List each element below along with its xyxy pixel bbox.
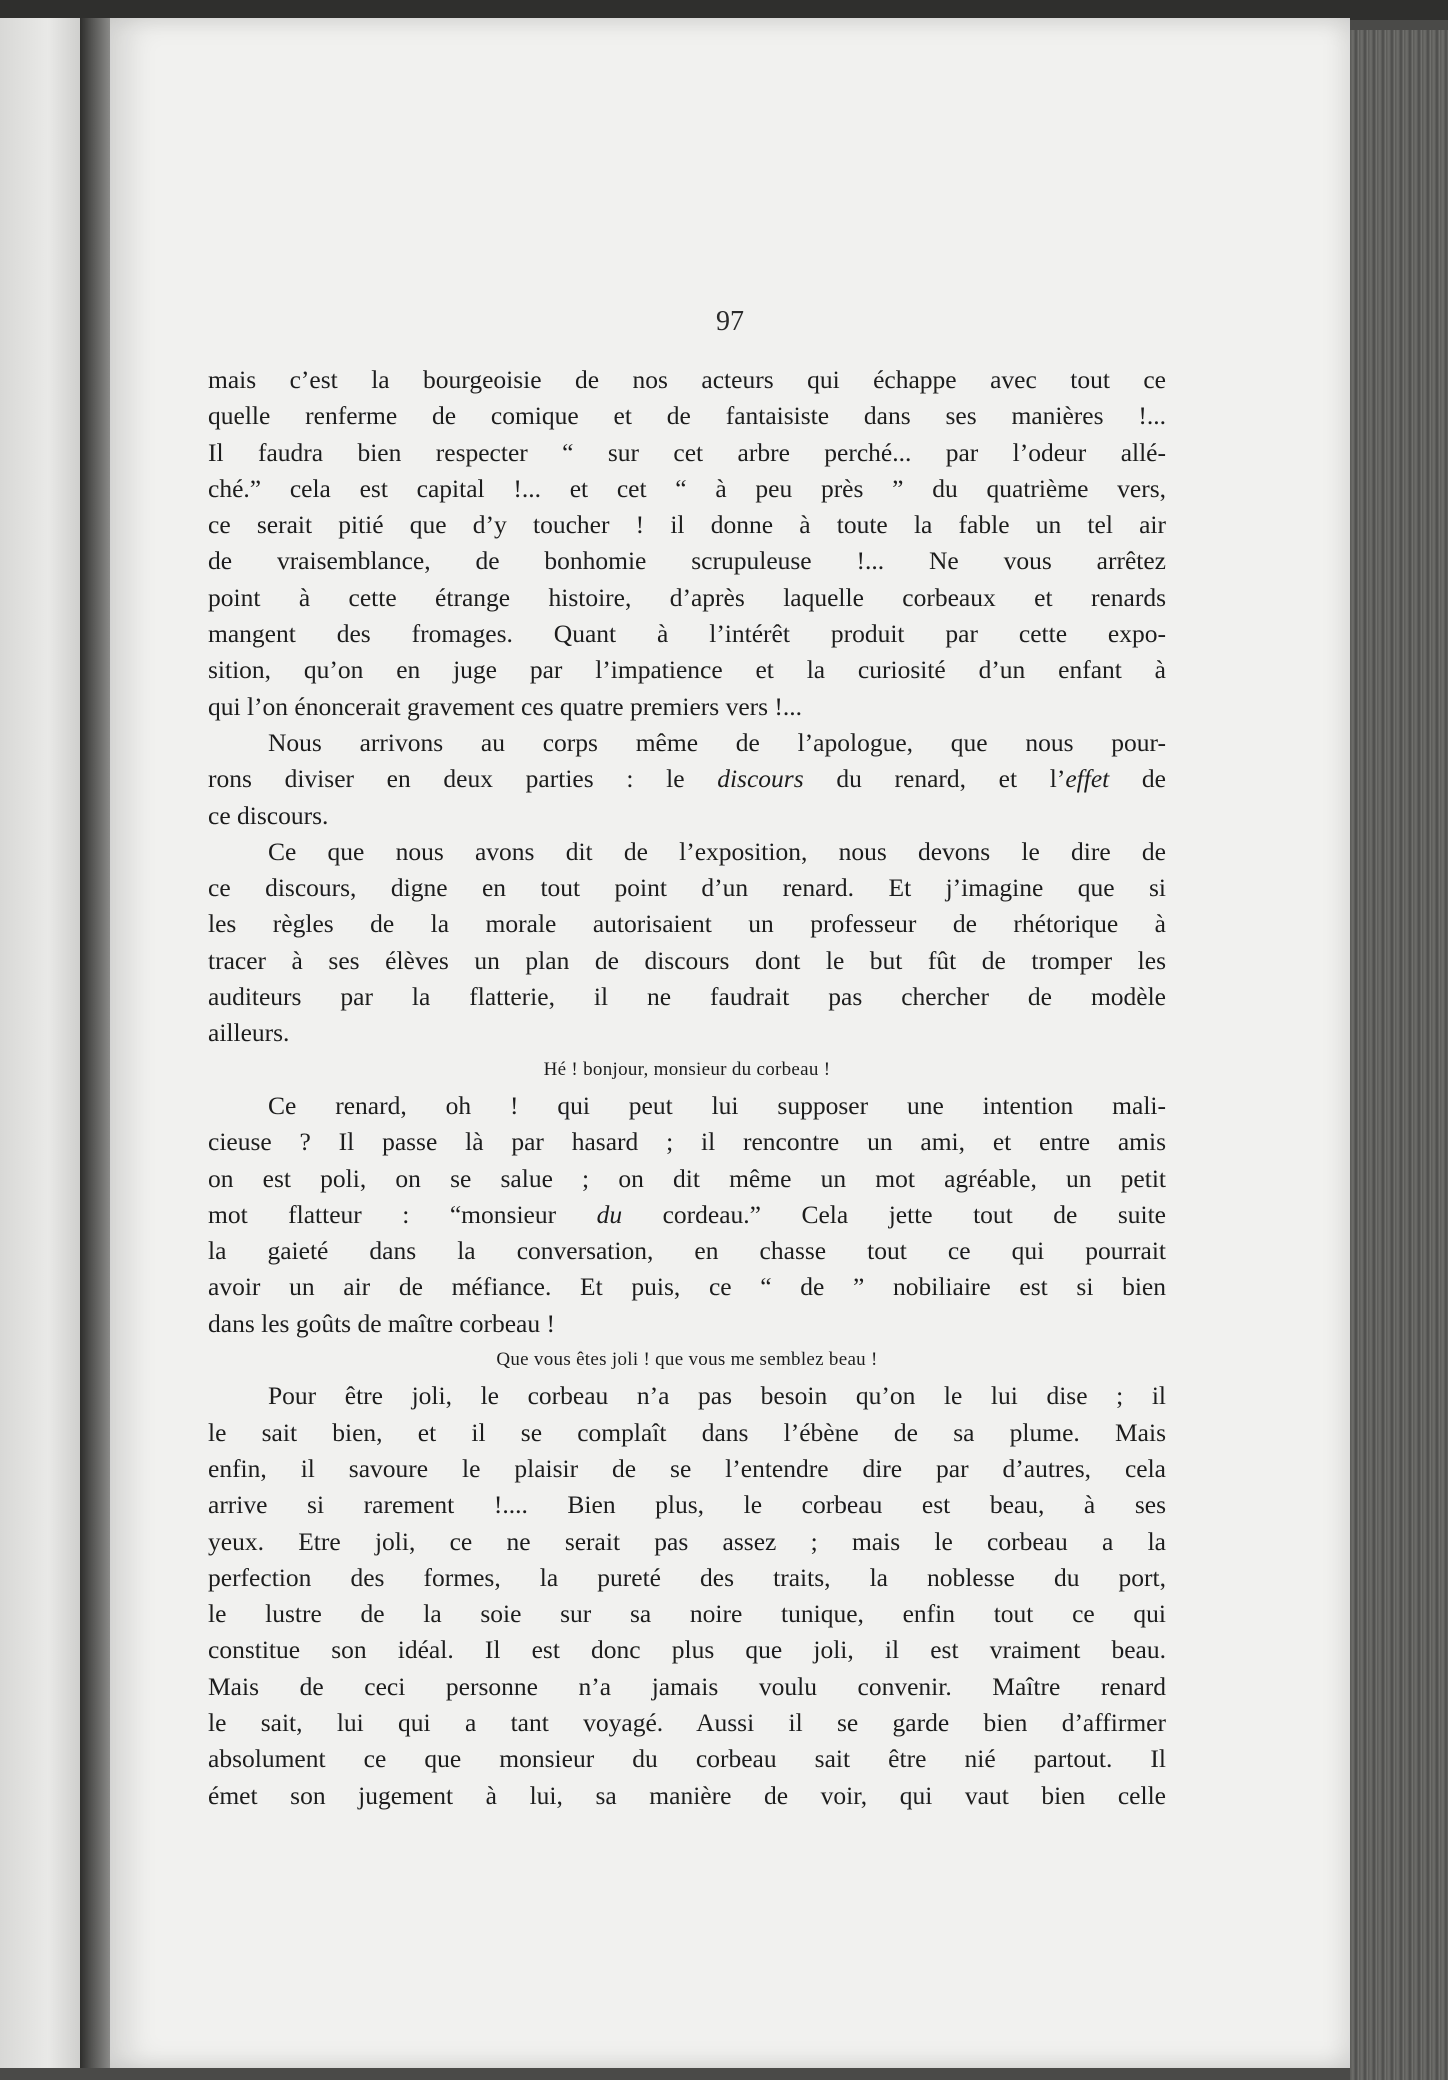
text-line: quelle renferme de comique et de fantaisiste dans ses manières !... bbox=[208, 401, 1166, 431]
text-line: le sait bien, et il se complaît dans l’ébène de sa plume. Mais bbox=[208, 1417, 1166, 1447]
text-line: la gaieté dans la conversation, en chasse tout ce qui pourrait bbox=[208, 1236, 1166, 1266]
text-line: arrive si rarement !.... Bien plus, le corbeau est beau, à ses bbox=[208, 1490, 1166, 1520]
italic-word: du bbox=[596, 1199, 623, 1229]
page-number: 97 bbox=[716, 306, 744, 337]
text-line bbox=[208, 761, 1166, 797]
text-line: absolument ce que monsieur du corbeau sait être nié partout. Il bbox=[208, 1744, 1166, 1774]
text-run: cordeau.” Cela jette tout de suite bbox=[622, 1199, 1166, 1229]
text-line: enfin, il savoure le plaisir de se l’entendre dire par d’autres, cela bbox=[208, 1453, 1166, 1483]
text-line: Pour être joli, le corbeau n’a pas besoin qu’on le lui dise ; il bbox=[268, 1381, 1166, 1411]
scan-top-edge bbox=[0, 0, 1448, 20]
text-line: point à cette étrange histoire, d’après laquelle corbeaux et renards bbox=[208, 582, 1166, 612]
text-line: Ce que nous avons dit de l’exposition, nous devons le dire de bbox=[268, 836, 1166, 866]
italic-word: discours bbox=[717, 764, 804, 794]
text-line: dans les goûts de maître corbeau ! bbox=[208, 1308, 555, 1338]
italic-word: effet bbox=[1065, 764, 1110, 794]
text-line: avoir un air de méfiance. Et puis, ce “ de ” nobiliaire est si bien bbox=[208, 1272, 1166, 1302]
text-run: mot flatteur : “monsieur bbox=[208, 1199, 597, 1229]
verse-quote: Que vous êtes joli ! que vous me semblez beau ! bbox=[496, 1349, 878, 1371]
text-line: le lustre de la soie sur sa noire tunique, enfin tout ce qui bbox=[208, 1599, 1166, 1629]
text-line: Nous arrivons au corps même de l’apologue, que nous pour- bbox=[268, 727, 1166, 757]
text-line: cieuse ? Il passe là par hasard ; il rencontre un ami, et entre amis bbox=[208, 1127, 1166, 1157]
verse-quote: Hé ! bonjour, monsieur du corbeau ! bbox=[543, 1058, 831, 1080]
text-line: yeux. Etre joli, ce ne serait pas assez ; mais le corbeau a la bbox=[208, 1526, 1166, 1556]
text-line: Il faudra bien respecter “ sur cet arbre perché... par l’odeur allé- bbox=[208, 437, 1166, 467]
text-line: mais c’est la bourgeoisie de nos acteurs qui échappe avec tout ce bbox=[208, 365, 1166, 394]
book-page-edges bbox=[1350, 30, 1448, 2080]
text-line: de vraisemblance, de bonhomie scrupuleuse !... Ne vous arrêtez bbox=[208, 546, 1166, 576]
text-run: rons diviser en deux parties : le bbox=[208, 764, 718, 794]
text-run: de bbox=[1109, 764, 1166, 794]
text-line: qui l’on énoncerait gravement ces quatre premiers vers !... bbox=[208, 691, 803, 721]
text-line: ce serait pitié que d’y toucher ! il donne à toute la fable un tel air bbox=[208, 510, 1166, 540]
left-page-edge bbox=[0, 18, 80, 2068]
text-line: émet son jugement à lui, sa manière de voir, qui vaut bien celle bbox=[208, 1780, 1166, 1810]
text-line: ailleurs. bbox=[208, 1018, 290, 1048]
text-line: ché.” cela est capital !... et cet “ à peu près ” du quatrième vers, bbox=[208, 473, 1166, 503]
text-line: perfection des formes, la pureté des traits, la noblesse du port, bbox=[208, 1562, 1166, 1592]
text-line: tracer à ses élèves un plan de discours dont le but fût de tromper les bbox=[208, 945, 1166, 975]
text-line: sition, qu’on en juge par l’impatience et la curiosité d’un enfant à bbox=[208, 655, 1166, 685]
text-line: Mais de ceci personne n’a jamais voulu convenir. Maître renard bbox=[208, 1671, 1166, 1701]
text-line: les règles de la morale autorisaient un professeur de rhétorique à bbox=[208, 909, 1166, 939]
text-line: le sait, lui qui a tant voyagé. Aussi il se garde bien d’affirmer bbox=[208, 1707, 1166, 1737]
text-line: mangent des fromages. Quant à l’intérêt produit par cette expo- bbox=[208, 619, 1166, 649]
text-line: auditeurs par la flatterie, il ne faudrait pas chercher de modèle bbox=[208, 982, 1166, 1012]
text-line: Ce renard, oh ! qui peut lui supposer une intention mali- bbox=[268, 1090, 1166, 1120]
text-run: du renard, et l’ bbox=[803, 764, 1066, 794]
text-line: constitue son idéal. Il est donc plus que joli, il est vraiment beau. bbox=[208, 1635, 1166, 1665]
text-line: on est poli, on se salue ; on dit même un mot agréable, un petit bbox=[208, 1163, 1166, 1193]
book-gutter bbox=[80, 18, 110, 2068]
text-line: ce discours. bbox=[208, 800, 329, 830]
text-line: ce discours, digne en tout point d’un renard. Et j’imagine que si bbox=[208, 873, 1166, 903]
text-line bbox=[208, 1197, 1166, 1233]
page-body-text bbox=[208, 362, 1166, 1814]
